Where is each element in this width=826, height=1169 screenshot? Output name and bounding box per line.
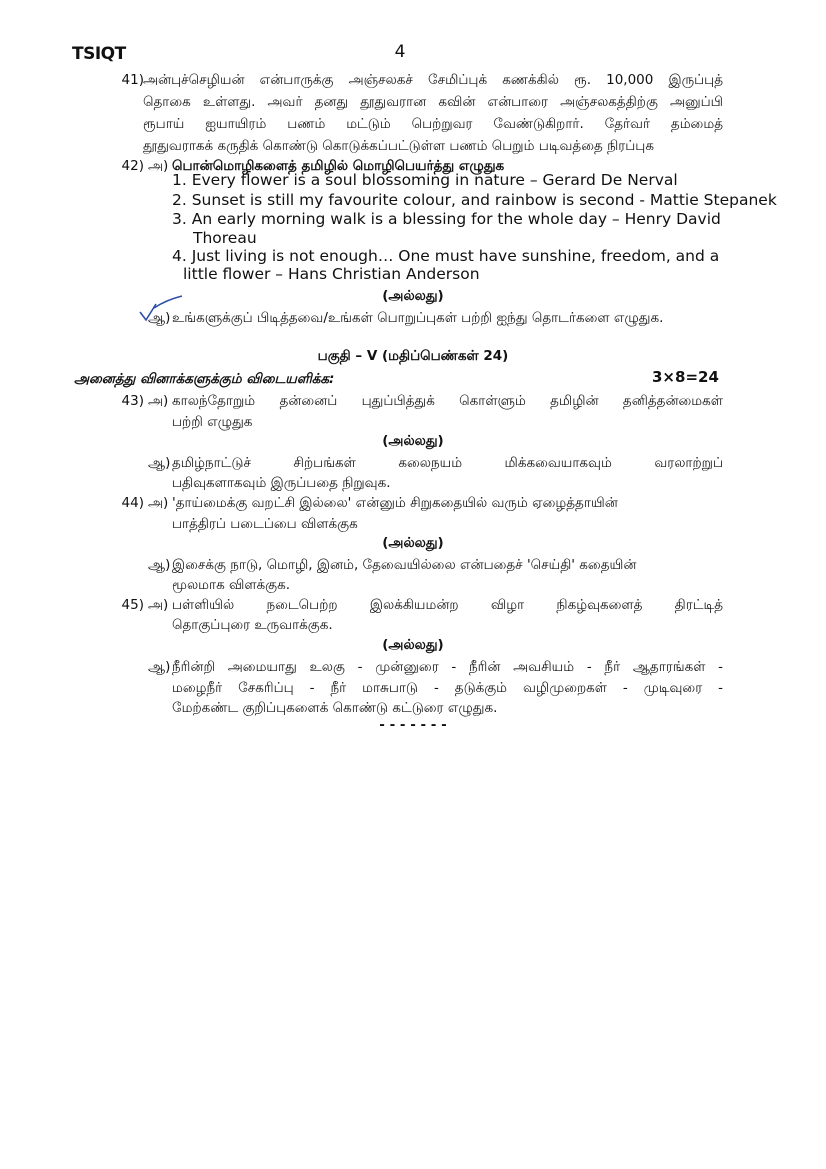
quote-3: 3. An early morning walk is a blessing for the whole day – Henry David bbox=[172, 210, 721, 228]
q42-option-b-label: ஆ) bbox=[148, 310, 171, 326]
q41-line-4: தூதுவராகக் கருதிக் கொண்டு கொடுக்கப்பட்டுள்ள பணம் பெறும் படிவத்தை நிரப்புக bbox=[143, 138, 654, 154]
q42-option-a-text: பொன்மொழிகளைத் தமிழில் மொழிபெயர்த்து எழுதுக bbox=[172, 158, 505, 174]
question-number-45: 45) bbox=[121, 597, 144, 613]
q43-option-a-label: அ) bbox=[148, 393, 169, 409]
q44-option-a-label: அ) bbox=[148, 495, 169, 511]
q45-b-line-1: நீரின்றி அமையாது உலகு - முன்னுரை - நீரின் அவசியம் - நீர் ஆதாரங்கள் - bbox=[172, 659, 723, 675]
paper-code: TSIQT bbox=[72, 44, 126, 64]
q43-option-b-label: ஆ) bbox=[148, 455, 171, 471]
q44-b-line-2: மூலமாக விளக்குக. bbox=[172, 577, 291, 593]
quote-4-cont: little flower – Hans Christian Anderson bbox=[183, 265, 480, 283]
q41-line-1: அன்புச்செழியன் என்பாருக்கு அஞ்சலகச் சேமிப்புக் கணக்கில் ரூ. 10,000 இருப்புத் bbox=[143, 72, 723, 88]
q43-b-line-1: தமிழ்நாட்டுச் சிற்பங்கள் கலைநயம் மிக்கவையாகவும் வரலாற்றுப் bbox=[172, 455, 723, 471]
or-divider-44: (அல்லது) bbox=[382, 535, 444, 551]
q42-option-a-label: அ) bbox=[148, 158, 169, 174]
q43-b-line-2: பதிவுகளாகவும் இருப்பதை நிறுவுக. bbox=[172, 475, 391, 491]
q41-line-2: தொகை உள்ளது. அவர் தனது தூதுவரான கவின் என்பாரை அஞ்சலகத்திற்கு அனுப்பி bbox=[143, 94, 723, 110]
or-divider-43: (அல்லது) bbox=[382, 433, 444, 449]
q45-a-line-2: தொகுப்புரை உருவாக்குக. bbox=[172, 617, 333, 633]
q44-a-line-2: பாத்திரப் படைப்பை விளக்குக bbox=[172, 516, 358, 532]
q45-option-a-label: அ) bbox=[148, 597, 169, 613]
quote-2: 2. Sunset is still my favourite colour, and rainbow is second - Mattie Stepanek bbox=[172, 191, 777, 209]
section-title: பகுதி – V (மதிப்பெண்கள் 24) bbox=[317, 348, 509, 364]
q45-b-line-2: மழைநீர் சேகரிப்பு - நீர் மாசுபாடு - தடுக்கும் வழிமுறைகள் - முடிவுரை - bbox=[172, 680, 723, 696]
end-marker: - - - - - - - bbox=[379, 717, 447, 733]
question-number-44: 44) bbox=[121, 495, 144, 511]
quote-4: 4. Just living is not enough… One must have sunshine, freedom, and a bbox=[172, 247, 720, 265]
question-number-41: 41) bbox=[121, 72, 144, 88]
section-instruction: அனைத்து வினாக்களுக்கும் விடையளிக்க: bbox=[74, 371, 335, 387]
q45-b-line-3: மேற்கண்ட குறிப்புகளைக் கொண்டு கட்டுரை எழுதுக. bbox=[172, 700, 498, 716]
q44-b-line-1: இசைக்கு நாடு, மொழி, இனம், தேவையில்லை என்பதைச் 'செய்தி' கதையின் bbox=[172, 557, 637, 573]
quote-1: 1. Every flower is a soul blossoming in nature – Gerard De Nerval bbox=[172, 171, 678, 189]
q41-line-3: ரூபாய் ஐயாயிரம் பணம் மட்டும் பெற்றுவர வேண்டுகிறார். தேர்வர் தம்மைத் bbox=[143, 116, 723, 132]
q45-a-line-1: பள்ளியில் நடைபெற்ற இலக்கியமன்ற விழா நிகழ்வுகளைத் திரட்டித் bbox=[172, 597, 723, 613]
section-marks: 3×8=24 bbox=[652, 368, 719, 386]
question-number-43: 43) bbox=[121, 393, 144, 409]
q43-a-line-2: பற்றி எழுதுக bbox=[172, 414, 253, 430]
q43-a-line-1: காலந்தோறும் தன்னைப் புதுப்பித்துக் கொள்ளும் தமிழின் தனித்தன்மைகள் bbox=[172, 393, 723, 409]
page-number: 4 bbox=[394, 42, 406, 62]
or-divider-42: (அல்லது) bbox=[382, 288, 444, 304]
q44-option-b-label: ஆ) bbox=[148, 557, 171, 573]
question-number-42: 42) bbox=[121, 158, 144, 174]
q42-option-b-text: உங்களுக்குப் பிடித்தவை/உங்கள் பொறுப்புகள் பற்றி ஐந்து தொடர்களை எழுதுக. bbox=[172, 310, 664, 326]
quote-3-cont: Thoreau bbox=[193, 229, 257, 247]
q44-a-line-1: 'தாய்மைக்கு வறட்சி இல்லை' என்னும் சிறுகதையில் வரும் ஏழைத்தாயின் bbox=[172, 495, 618, 511]
q45-option-b-label: ஆ) bbox=[148, 659, 171, 675]
or-divider-45: (அல்லது) bbox=[382, 637, 444, 653]
